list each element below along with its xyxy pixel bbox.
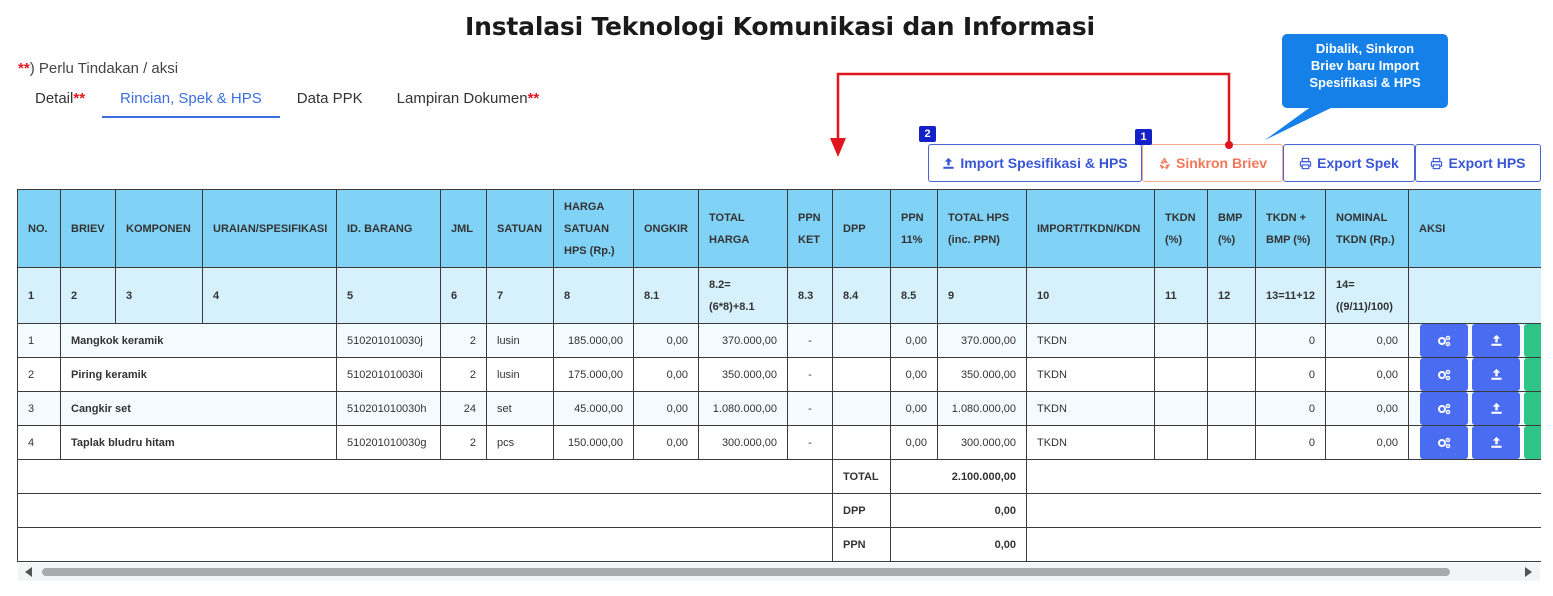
cell-aksi <box>1409 392 1542 426</box>
print-icon <box>1299 157 1312 170</box>
cell-id: 510201010030g <box>337 426 441 460</box>
cell-tkdn_bmp: 0 <box>1256 324 1326 358</box>
cell-jml: 24 <box>441 392 487 426</box>
summary-value: 2.100.000,00 <box>891 460 1027 494</box>
column-number <box>1409 268 1542 324</box>
cell-ongkir: 0,00 <box>634 324 699 358</box>
rincian-table-container <box>17 189 1541 563</box>
cell-ppn_ket: - <box>788 324 833 358</box>
column-number: 13=11+12 <box>1256 268 1326 324</box>
cell-total: 350.000,00 <box>699 358 788 392</box>
table-row <box>18 426 1542 460</box>
settings-button[interactable] <box>1420 358 1468 391</box>
column-number: 2 <box>61 268 116 324</box>
cell-ppn: 0,00 <box>891 426 938 460</box>
cell-jenis: TKDN <box>1027 426 1155 460</box>
action-button-green[interactable] <box>1524 358 1541 391</box>
cell-tkdn_bmp: 0 <box>1256 358 1326 392</box>
cell-no: 3 <box>18 392 61 426</box>
cell-total_hps: 350.000,00 <box>938 358 1027 392</box>
settings-button[interactable] <box>1420 426 1468 459</box>
cell-jenis: TKDN <box>1027 392 1155 426</box>
column-header: IMPORT/TKDN/KDN <box>1027 190 1155 268</box>
cell-nominal: 0,00 <box>1326 324 1409 358</box>
cogs-icon <box>1437 335 1451 347</box>
summary-label: PPN <box>833 528 891 562</box>
cell-tkdn_bmp: 0 <box>1256 392 1326 426</box>
required-marker: ** <box>527 90 540 107</box>
cell-dpp <box>833 392 891 426</box>
tab-data-ppk[interactable]: Data PPK <box>296 90 363 107</box>
upload-icon <box>1490 436 1503 449</box>
action-button-green[interactable] <box>1524 392 1541 425</box>
import-spesifikasi-hps-button[interactable]: Import Spesifikasi & HPS <box>928 144 1142 182</box>
table-row <box>18 358 1542 392</box>
sinkron-briev-button[interactable]: Sinkron Briev <box>1142 144 1283 182</box>
cell-total_hps: 1.080.000,00 <box>938 392 1027 426</box>
cell-bmp <box>1208 426 1256 460</box>
cell-bmp <box>1208 358 1256 392</box>
column-number: 7 <box>487 268 554 324</box>
column-header: TKDN (%) <box>1155 190 1208 268</box>
column-number: 14= ((9/11)/100) <box>1326 268 1409 324</box>
upload-button[interactable] <box>1472 358 1520 391</box>
tab-lampiran-dokumen[interactable]: Lampiran Dokumen** <box>396 90 540 107</box>
cell-dpp <box>833 358 891 392</box>
callout-pointer <box>1265 106 1335 140</box>
summary-row <box>18 528 1542 562</box>
column-number: 11 <box>1155 268 1208 324</box>
column-number: 9 <box>938 268 1027 324</box>
cell-ppn_ket: - <box>788 426 833 460</box>
cell-total: 1.080.000,00 <box>699 392 788 426</box>
cell-satuan: set <box>487 392 554 426</box>
summary-value: 0,00 <box>891 494 1027 528</box>
page-title: Instalasi Teknologi Komunikasi dan Informasi <box>465 12 1095 41</box>
upload-icon <box>942 157 955 170</box>
summary-row <box>18 494 1542 528</box>
cell-ongkir: 0,00 <box>634 358 699 392</box>
cell-nama: Mangkok keramik <box>61 324 337 358</box>
cell-nominal: 0,00 <box>1326 392 1409 426</box>
table-header-row <box>18 190 1542 268</box>
upload-button[interactable] <box>1472 426 1520 459</box>
column-number-row <box>18 268 1542 324</box>
upload-icon <box>1490 334 1503 347</box>
cell-harga: 185.000,00 <box>554 324 634 358</box>
upload-icon <box>1490 402 1503 415</box>
cell-tkdn <box>1155 392 1208 426</box>
cell-jenis: TKDN <box>1027 358 1155 392</box>
cell-nama: Taplak bludru hitam <box>61 426 337 460</box>
column-number: 8.2= (6*8)+8.1 <box>699 268 788 324</box>
cell-ppn: 0,00 <box>891 392 938 426</box>
scroll-right-arrow-icon[interactable] <box>1525 567 1532 577</box>
cell-id: 510201010030h <box>337 392 441 426</box>
action-button-green[interactable] <box>1524 426 1541 459</box>
cell-nominal: 0,00 <box>1326 426 1409 460</box>
column-number: 12 <box>1208 268 1256 324</box>
cell-jml: 2 <box>441 426 487 460</box>
column-header: URAIAN/SPESIFIKASI <box>203 190 337 268</box>
cell-jml: 2 <box>441 324 487 358</box>
settings-button[interactable] <box>1420 392 1468 425</box>
column-header: ONGKIR <box>634 190 699 268</box>
cell-tkdn <box>1155 358 1208 392</box>
column-header: JML <box>441 190 487 268</box>
cell-satuan: pcs <box>487 426 554 460</box>
summary-label: TOTAL <box>833 460 891 494</box>
cell-dpp <box>833 324 891 358</box>
cell-ppn_ket: - <box>788 392 833 426</box>
horizontal-scrollbar[interactable] <box>18 563 1540 581</box>
column-number: 5 <box>337 268 441 324</box>
cell-ppn: 0,00 <box>891 324 938 358</box>
cell-nama: Cangkir set <box>61 392 337 426</box>
summary-label: DPP <box>833 494 891 528</box>
cogs-icon <box>1437 369 1451 381</box>
cell-total: 370.000,00 <box>699 324 788 358</box>
cell-no: 2 <box>18 358 61 392</box>
column-header: SATUAN <box>487 190 554 268</box>
column-number: 8.5 <box>891 268 938 324</box>
cell-ongkir: 0,00 <box>634 426 699 460</box>
step-badge-2: 2 <box>919 126 936 142</box>
required-marker: ** <box>18 60 30 77</box>
cogs-icon <box>1437 403 1451 415</box>
column-number: 8 <box>554 268 634 324</box>
column-header: NOMINAL TKDN (Rp.) <box>1326 190 1409 268</box>
cell-harga: 150.000,00 <box>554 426 634 460</box>
summary-spacer <box>1027 494 1542 528</box>
table-row <box>18 324 1542 358</box>
cell-aksi <box>1409 426 1542 460</box>
column-number: 8.1 <box>634 268 699 324</box>
export-hps-button[interactable]: Export HPS <box>1415 144 1541 182</box>
column-header: KOMPONEN <box>116 190 203 268</box>
cell-bmp <box>1208 324 1256 358</box>
column-header: PPN 11% <box>891 190 938 268</box>
cell-tkdn_bmp: 0 <box>1256 426 1326 460</box>
column-number: 1 <box>18 268 61 324</box>
summary-row <box>18 460 1542 494</box>
summary-spacer <box>18 494 833 528</box>
summary-spacer <box>1027 528 1542 562</box>
cell-jenis: TKDN <box>1027 324 1155 358</box>
column-number: 8.4 <box>833 268 891 324</box>
cell-id: 510201010030i <box>337 358 441 392</box>
arrow-down-icon <box>838 74 1229 145</box>
cell-nominal: 0,00 <box>1326 358 1409 392</box>
cell-satuan: lusin <box>487 358 554 392</box>
summary-spacer <box>1027 460 1542 494</box>
cell-total: 300.000,00 <box>699 426 788 460</box>
tab-rincian-spek-hps[interactable]: Rincian, Spek & HPS <box>102 88 280 118</box>
required-note <box>18 60 178 77</box>
cell-ppn_ket: - <box>788 358 833 392</box>
column-header: ID. BARANG <box>337 190 441 268</box>
column-number: 4 <box>203 268 337 324</box>
column-header: DPP <box>833 190 891 268</box>
cell-no: 1 <box>18 324 61 358</box>
cell-bmp <box>1208 392 1256 426</box>
print-icon <box>1430 157 1443 170</box>
column-number: 8.3 <box>788 268 833 324</box>
column-header: PPN KET <box>788 190 833 268</box>
recycle-icon <box>1158 157 1171 170</box>
column-header: TOTAL HARGA <box>699 190 788 268</box>
cell-jml: 2 <box>441 358 487 392</box>
cell-nama: Piring keramik <box>61 358 337 392</box>
scrollbar-thumb[interactable] <box>42 568 1450 576</box>
upload-button[interactable] <box>1472 324 1520 357</box>
column-header: TKDN + BMP (%) <box>1256 190 1326 268</box>
table-row <box>18 392 1542 426</box>
step-badge-1: 1 <box>1135 129 1152 145</box>
cell-aksi <box>1409 358 1542 392</box>
cell-harga: 175.000,00 <box>554 358 634 392</box>
cell-satuan: lusin <box>487 324 554 358</box>
summary-value: 0,00 <box>891 528 1027 562</box>
settings-button[interactable] <box>1420 324 1468 357</box>
cell-ppn: 0,00 <box>891 358 938 392</box>
annotation-callout: Dibalik, Sinkron Briev baru Import Spesifikasi & HPS <box>1282 34 1448 108</box>
upload-icon <box>1490 368 1503 381</box>
required-note-text: ) Perlu Tindakan / aksi <box>29 60 179 77</box>
cell-harga: 45.000,00 <box>554 392 634 426</box>
upload-button[interactable] <box>1472 392 1520 425</box>
column-number: 6 <box>441 268 487 324</box>
rincian-table <box>17 189 1541 562</box>
action-button-green[interactable] <box>1524 324 1541 357</box>
cell-total_hps: 300.000,00 <box>938 426 1027 460</box>
cell-dpp <box>833 426 891 460</box>
summary-spacer <box>18 460 833 494</box>
cell-total_hps: 370.000,00 <box>938 324 1027 358</box>
tab-detail[interactable]: Detail** <box>35 90 86 107</box>
cell-aksi <box>1409 324 1542 358</box>
cogs-icon <box>1437 437 1451 449</box>
summary-spacer <box>18 528 833 562</box>
column-header: BRIEV <box>61 190 116 268</box>
required-marker: ** <box>73 90 86 107</box>
cell-id: 510201010030j <box>337 324 441 358</box>
column-number: 10 <box>1027 268 1155 324</box>
column-header: NO. <box>18 190 61 268</box>
column-header: TOTAL HPS (inc. PPN) <box>938 190 1027 268</box>
column-header: BMP (%) <box>1208 190 1256 268</box>
tab-bar <box>18 88 556 118</box>
cell-tkdn <box>1155 324 1208 358</box>
column-header: HARGA SATUAN HPS (Rp.) <box>554 190 634 268</box>
cell-tkdn <box>1155 426 1208 460</box>
cell-no: 4 <box>18 426 61 460</box>
scroll-left-arrow-icon[interactable] <box>25 567 32 577</box>
column-header: AKSI <box>1409 190 1542 268</box>
column-number: 3 <box>116 268 203 324</box>
export-spek-button[interactable]: Export Spek <box>1283 144 1415 182</box>
cell-ongkir: 0,00 <box>634 392 699 426</box>
